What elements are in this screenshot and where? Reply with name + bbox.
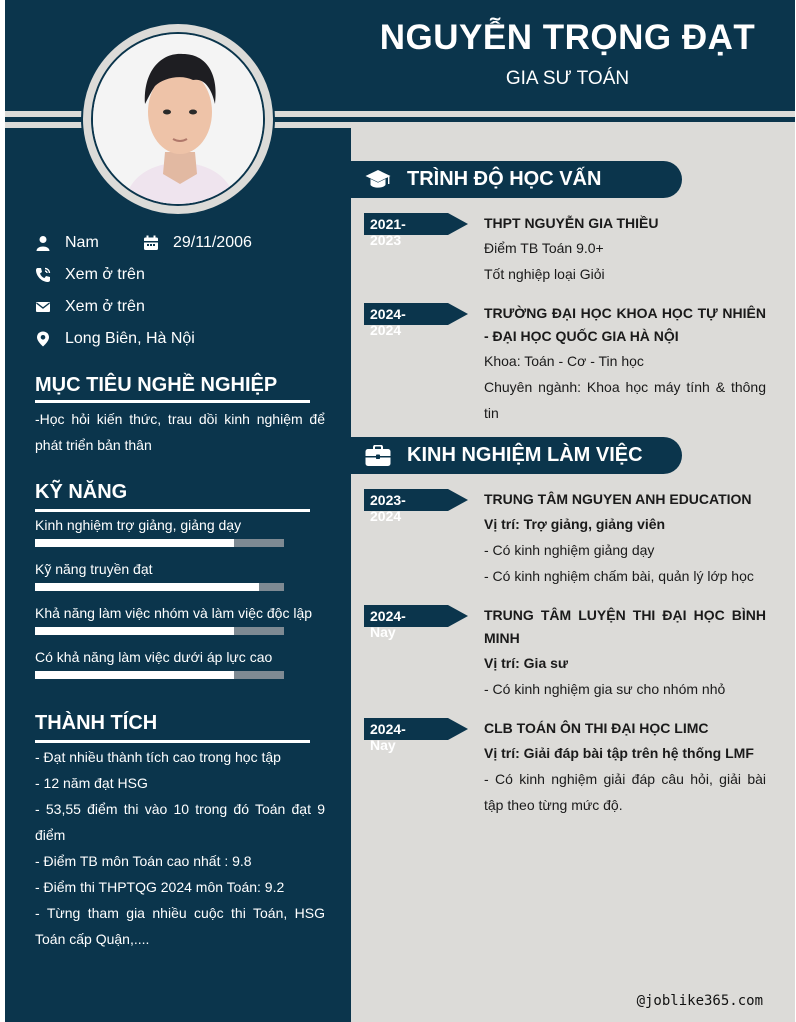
- achievements-list: [35, 744, 325, 952]
- company-name: TRUNG TÂM LUYỆN THI ĐẠI HỌC BÌNH MINH: [484, 607, 766, 646]
- email-row: [35, 298, 145, 316]
- entry-line: Điểm TB Toán 9.0+: [484, 240, 604, 256]
- skill-bar: [35, 627, 284, 635]
- achievement-item: - Điểm thi THPTQG 2024 môn Toán: 9.2: [35, 879, 285, 895]
- skill-bar-fill: [35, 671, 234, 679]
- profile-photo-frame: [81, 22, 275, 216]
- objective-rule: [35, 400, 310, 403]
- portrait-illustration: [93, 34, 265, 206]
- calendar-icon: [143, 235, 159, 251]
- skill-bar-fill: [35, 583, 259, 591]
- skills-rule: [35, 509, 310, 512]
- education-section-header: [351, 161, 682, 198]
- achievement-item: - Đạt nhiều thành tích cao trong học tập: [35, 749, 281, 765]
- achievement-item: - Điểm TB môn Toán cao nhất : 9.8: [35, 853, 252, 869]
- dob-value: 29/11/2006: [173, 234, 252, 251]
- company-name: CLB TOÁN ÔN THI ĐẠI HỌC LIMC: [484, 720, 709, 736]
- entry-line: - Có kinh nghiệm gia sư cho nhóm nhỏ: [484, 681, 726, 697]
- candidate-name: NGUYỄN TRỌNG ĐẠT: [379, 18, 756, 57]
- position: Vị trí: Giải đáp bài tập trên hệ thống LMF: [484, 745, 754, 761]
- objective-text: -Học hỏi kiến thức, trau dồi kinh nghiệm để phát triển bản thân: [35, 411, 325, 453]
- achievements-rule: [35, 740, 310, 743]
- objective-heading: MỤC TIÊU NGHỀ NGHIỆP: [35, 374, 278, 396]
- dob-row: [143, 234, 252, 252]
- address-value: Long Biên, Hà Nội: [65, 330, 195, 347]
- education-entry: [484, 212, 766, 287]
- school-name: THPT NGUYỄN GIA THIỀU: [484, 215, 659, 231]
- experience-section-header: [351, 437, 682, 474]
- achievement-item: - Từng tham gia nhiều cuộc thi Toán, HSG Toán cấp Quận,....: [35, 905, 325, 947]
- person-icon: [35, 235, 51, 251]
- skill-bar: [35, 583, 284, 591]
- entry-line: - Có kinh nghiệm chấm bài, quản lý lớp học: [484, 568, 754, 584]
- skill-bar: [35, 671, 284, 679]
- education-entry: [484, 302, 766, 426]
- experience-entry: [484, 604, 766, 702]
- candidate-role: GIA SƯ TOÁN: [505, 68, 630, 89]
- skills-heading: KỸ NĂNG: [35, 481, 128, 503]
- profile-photo: [91, 32, 265, 206]
- skill-label: Kỹ năng truyền đạt: [35, 561, 153, 577]
- phone-value: Xem ở trên: [65, 266, 145, 283]
- skill-label: Kinh nghiệm trợ giảng, giảng dạy: [35, 517, 242, 533]
- phone-icon: [35, 267, 51, 283]
- period-text: 2021-2023: [370, 216, 406, 248]
- period-text: 2024-Nay: [370, 608, 406, 640]
- envelope-icon: [35, 299, 51, 315]
- education-heading: TRÌNH ĐỘ HỌC VẤN: [407, 168, 602, 190]
- period-text: 2024-Nay: [370, 721, 406, 753]
- period-text: 2024-2024: [370, 306, 406, 338]
- experience-entry: [484, 488, 766, 589]
- entry-line: Tốt nghiệp loại Giỏi: [484, 266, 605, 282]
- phone-row: [35, 266, 145, 284]
- watermark: @joblike365.com: [636, 993, 763, 1009]
- company-name: TRUNG TÂM NGUYEN ANH EDUCATION: [484, 491, 752, 507]
- email-value: Xem ở trên: [65, 298, 145, 315]
- address-row: [35, 330, 195, 348]
- achievement-item: - 53,55 điểm thi vào 10 trong đó Toán đạt 9 điểm: [35, 801, 325, 843]
- skill-bar-fill: [35, 539, 234, 547]
- entry-line: - Có kinh nghiệm giảng dạy: [484, 542, 655, 558]
- position: Vị trí: Gia sư: [484, 655, 569, 671]
- position: Vị trí: Trợ giảng, giảng viên: [484, 516, 666, 532]
- achievement-item: - 12 năm đạt HSG: [35, 775, 148, 791]
- entry-line: Khoa: Toán - Cơ - Tin học: [484, 353, 644, 369]
- graduation-cap-icon: [365, 169, 391, 191]
- skill-bar-fill: [35, 627, 234, 635]
- entry-line: - Có kinh nghiệm giải đáp câu hỏi, giải bài tập theo từng mức độ.: [484, 771, 766, 813]
- experience-entry: [484, 717, 766, 818]
- skill-label: Khả năng làm việc nhóm và làm việc độc lập: [35, 605, 313, 621]
- school-name: TRƯỜNG ĐẠI HỌC KHOA HỌC TỰ NHIÊN - ĐẠI HỌC QUỐC GIA HÀ NỘI: [484, 305, 766, 344]
- achievements-heading: THÀNH TÍCH: [35, 712, 158, 734]
- period-text: 2023-2024: [370, 492, 406, 524]
- gender-value: Nam: [65, 234, 99, 251]
- skill-bar: [35, 539, 284, 547]
- gender-row: [35, 234, 99, 252]
- location-pin-icon: [35, 331, 51, 347]
- resume-page: [5, 0, 795, 1022]
- briefcase-icon: [365, 445, 391, 467]
- experience-heading: KINH NGHIỆM LÀM VIỆC: [407, 444, 643, 466]
- entry-line: Chuyên ngành: Khoa học máy tính & thông tin: [484, 379, 766, 421]
- skill-label: Có khả năng làm việc dưới áp lực cao: [35, 649, 273, 665]
